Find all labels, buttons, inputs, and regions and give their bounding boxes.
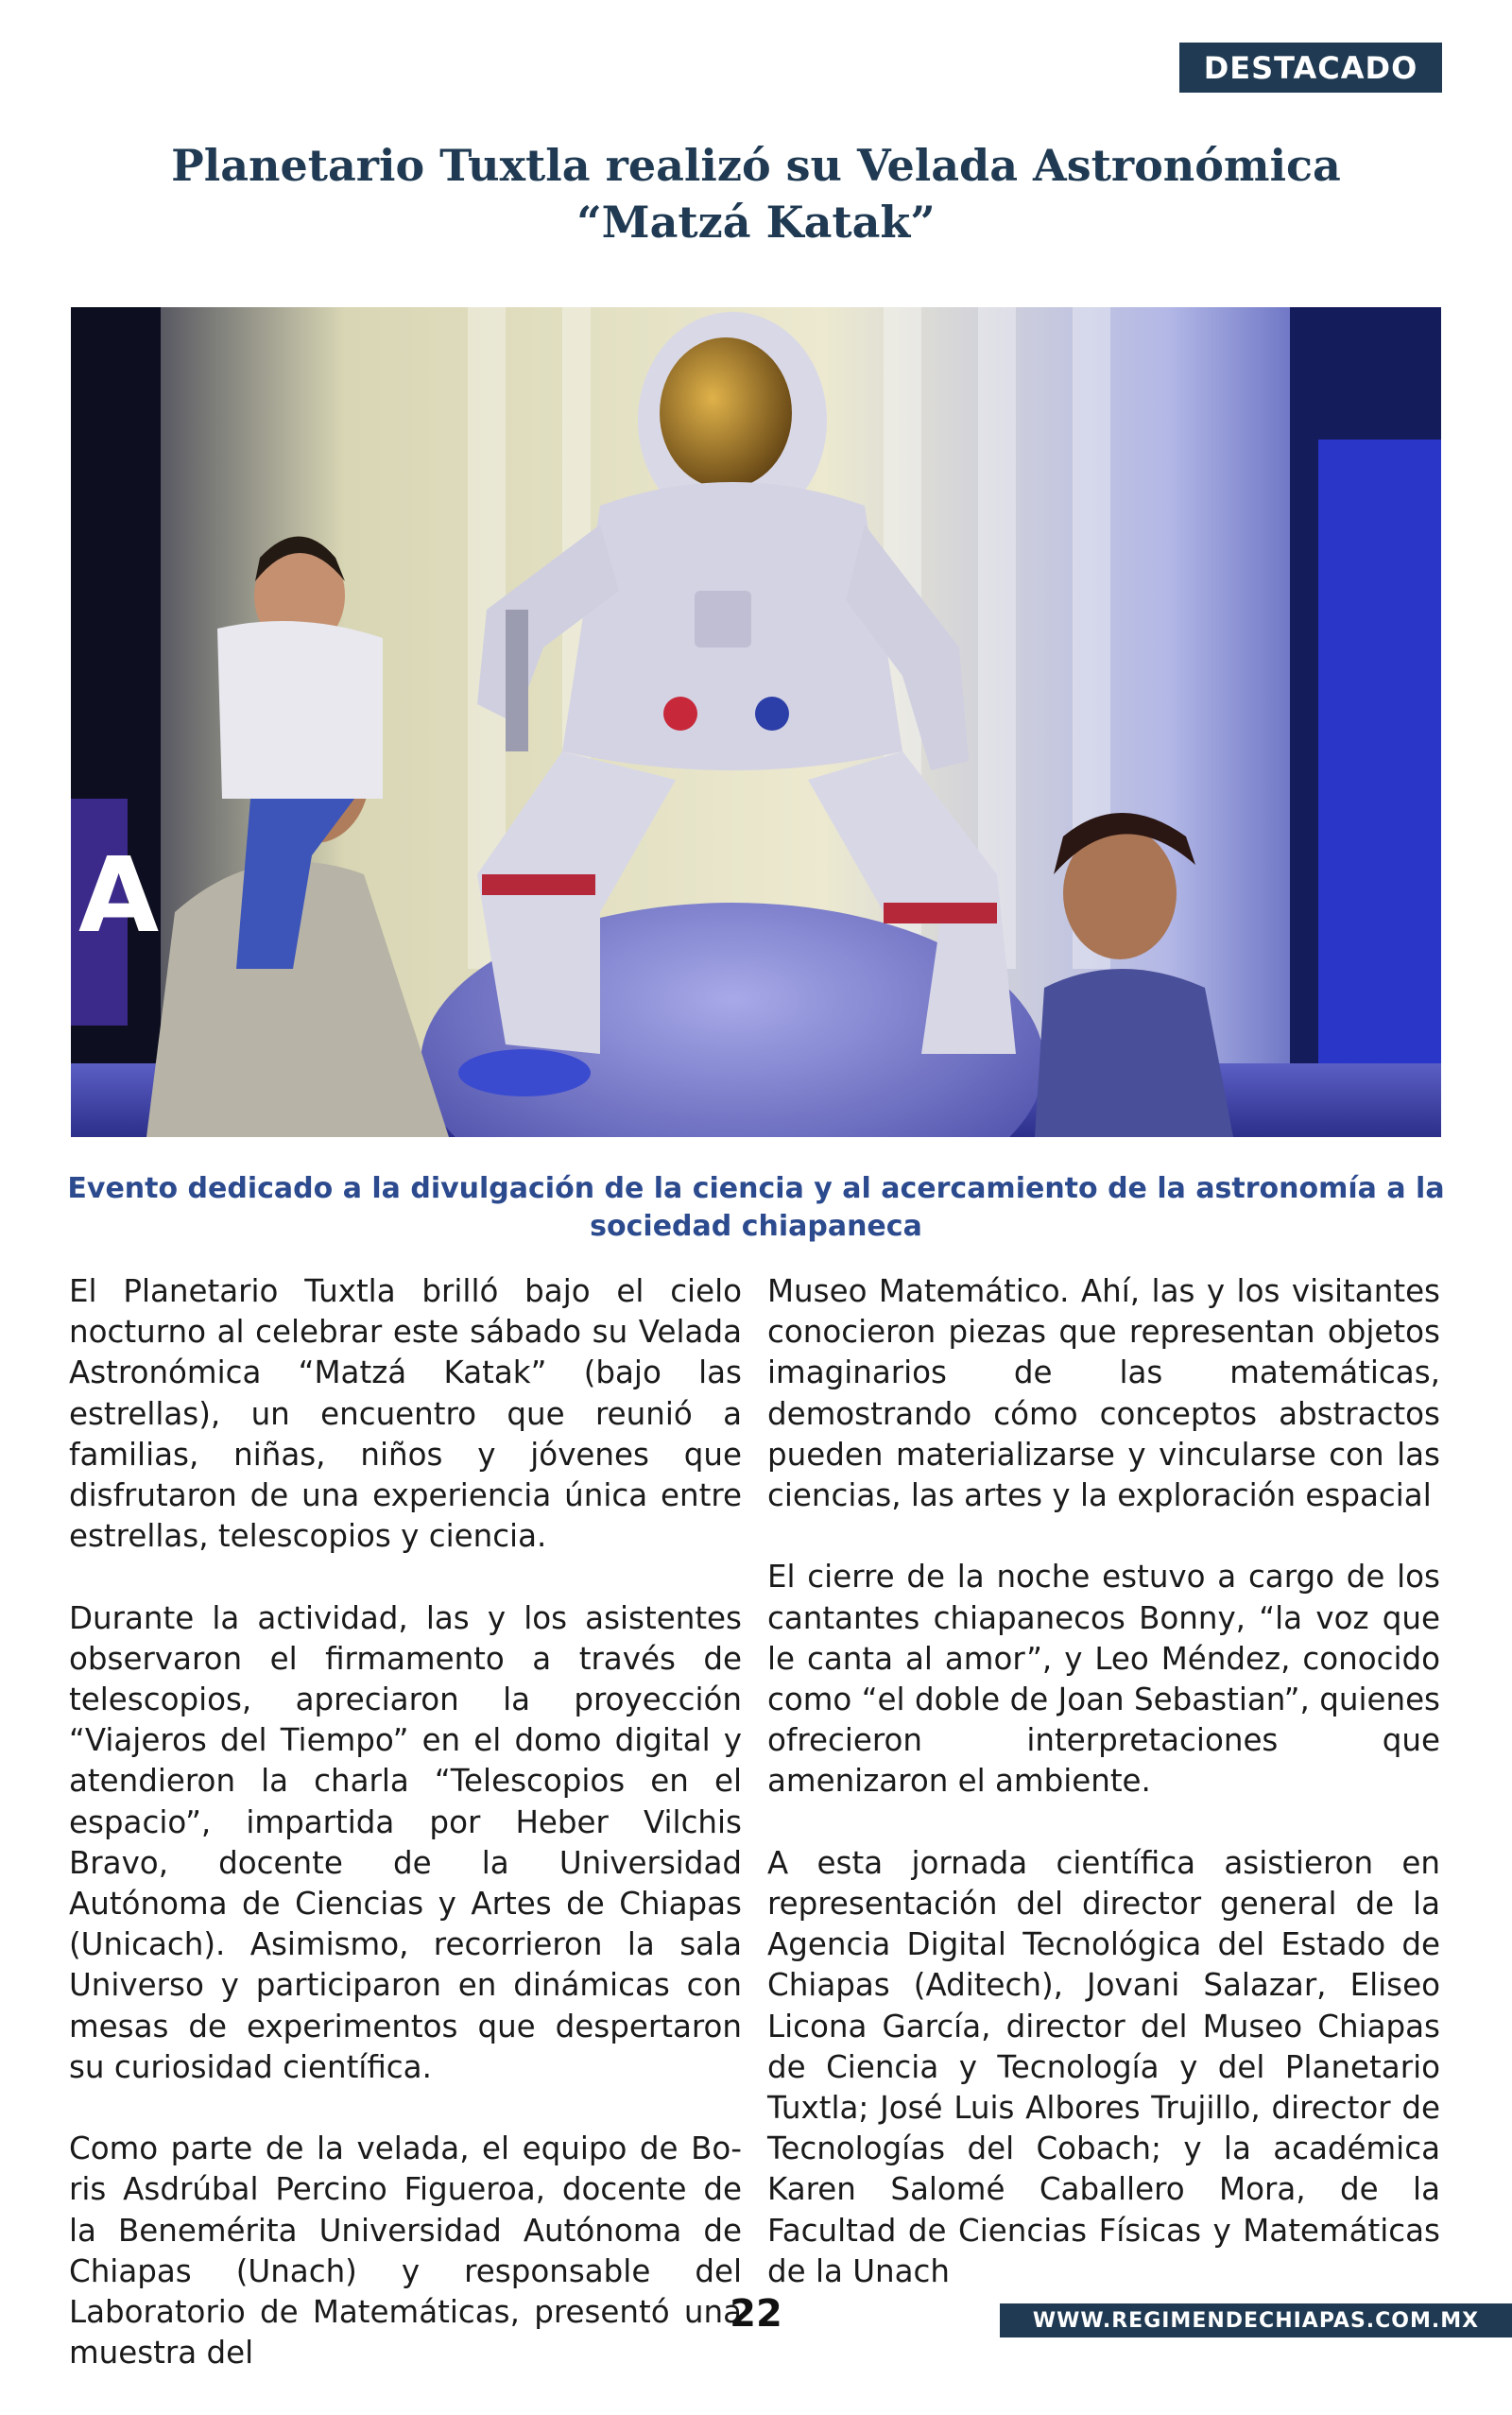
paragraph: A esta jornada científica asistieron en representación del director general de la Agencia Digital Tecnológica del Estado de Chiapas (Aditech), Jovani Salazar, Eliseo Licona García, director del Museo Chiapas de Ciencia y Tecnología y del Planetario Tuxtla; José Luis Albores Trujillo, director de Tecnologías del Cobach; y la académica Karen Salomé Caballero Mora, de la Facultad de Ciencias Físicas y Matemáticas de la Unach <box>767 1844 1440 2289</box>
article-photo <box>71 307 1441 1137</box>
page-number: 22 <box>730 2292 782 2336</box>
article-column-left <box>69 1271 742 2415</box>
astronaut-statue-photo <box>71 307 1441 1137</box>
paragraph: Museo Matemático. Ahí, las y los visitantes conocieron piezas que representan objetos imaginarios de las matemáticas, demostrando cómo conceptos abstractos pueden materializarse y vincularse con las ciencias, las artes y la exploración espacial <box>767 1273 1440 1514</box>
article-title: Planetario Tuxtla realizó su Velada Astronómica “Matzá Katak” <box>171 140 1341 248</box>
paragraph: El Planetario Tuxtla brilló bajo el cielo nocturno al celebrar este sábado su Velada Astronómica “Matzá Katak” (bajo las estrellas), un encuentro que reunió a familias, niñas, niños y jóvenes que disfrutaron de una experiencia única entre estrellas, telescopios y ciencia. <box>69 1273 742 1555</box>
paragraph: Durante la actividad, las y los asistentes observaron el firmamento a través de telescopios, apreciaron la proyección “Viajeros del Tiempo” en el domo digital y atendieron la charla “Telescopios en el espacio”, impartida por Heber Vilchis Bravo, docente de la Universidad Autónoma de Ciencias y Artes de Chiapas (Unicach). Asimismo, recorrieron la sala Universo y participaron en dinámicas con mesas de experimentos que despertaron su curiosidad científica. <box>69 1599 742 2085</box>
website-url[interactable]: WWW.REGIMENDECHIAPAS.COM.MX <box>1000 2303 1512 2337</box>
article-column-right <box>767 1271 1440 2333</box>
article-subtitle: Evento dedicado a la divulgación de la ciencia y al acercamiento de la astronomía a la sociedad chiapaneca <box>67 1172 1445 1243</box>
paragraph: Como parte de la velada, el equipo de Boris Asdrúbal Percino Figueroa, docente de la Benemérita Universidad Autónoma de Chiapas (Unach) y responsable del Laboratorio de Matemáticas, presentó una muestra del <box>69 2130 742 2372</box>
section-badge: DESTACADO <box>1179 43 1442 93</box>
poster-glyph: A <box>78 835 160 956</box>
paragraph: El cierre de la noche estuvo a cargo de los cantantes chiapanecos Bonny, “la voz que le canta al amor”, y Leo Méndez, conocido como “el doble de Joan Sebastian”, quienes ofrecieron interpretaciones que amenizaron el ambiente. <box>767 1559 1440 1800</box>
